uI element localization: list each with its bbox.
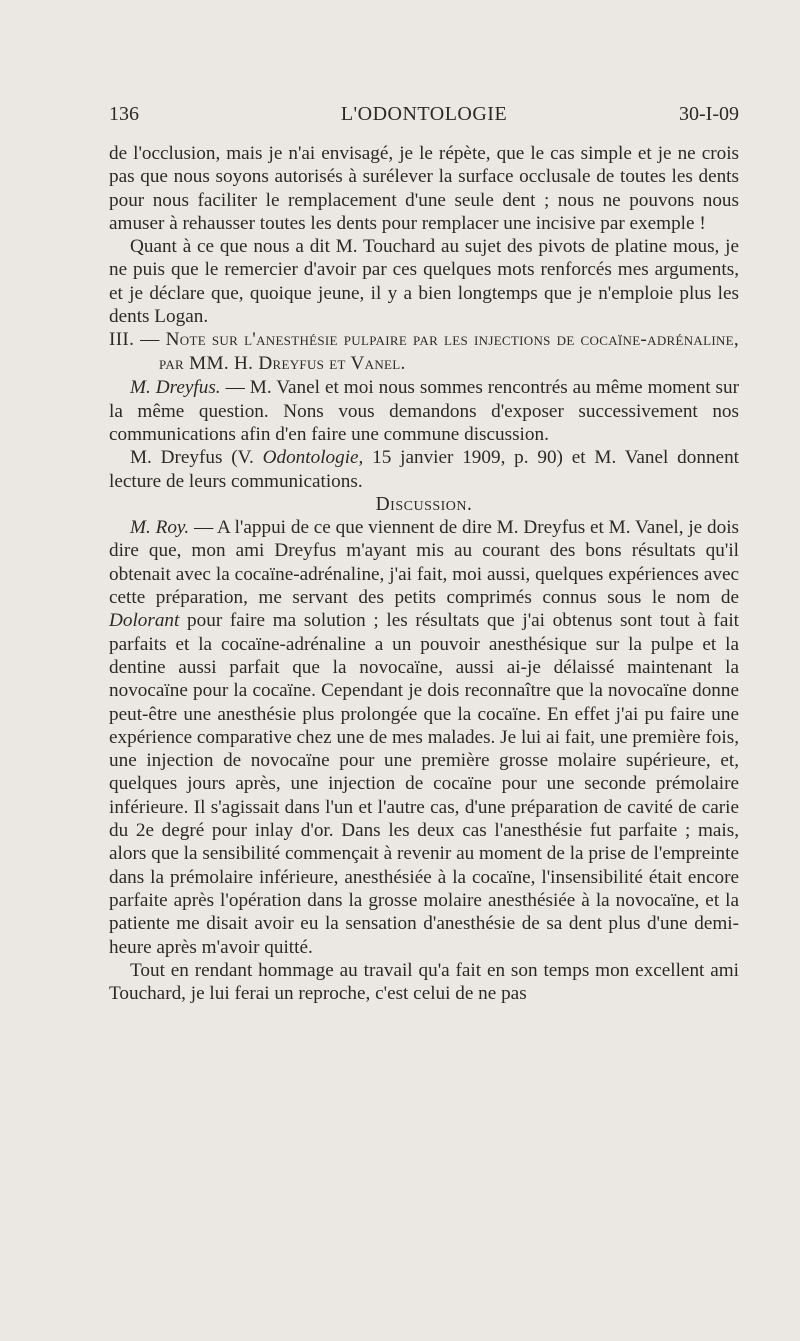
paragraph-hommage: Tout en rendant hommage au travail qu'a fait en son temps mon excellent ami Touchard, je lui ferai un reproche, c'est celui de ne pas (109, 959, 739, 1005)
journal-title: L'ODONTOLOGIE (340, 103, 508, 125)
text-run: M. Dreyfus (V. (130, 447, 263, 469)
paragraph-dreyfus (109, 376, 739, 446)
paragraph-roy (109, 516, 739, 959)
section-heading: III. — Note sur l'anesthésie pulpaire par les injections de cocaïne-adrénaline, par MM. H. Dreyfus et Vanel. (109, 329, 739, 375)
running-header (109, 103, 739, 131)
paragraph-touchard: Quant à ce que nous a dit M. Touchard au sujet des pivots de platine mous, je ne puis que le remercier d'avoir par ces quelques mots renforcés mes arguments, et je déclare que, quoique jeune, il y a bien longtemps que je n'emploie plus les dents Logan. (109, 236, 739, 328)
page-body (109, 142, 739, 1005)
speaker-name: M. Roy. (130, 517, 190, 539)
speech-text: pour faire ma solution ; les résultats que j'ai obtenus sont tout à fait parfaits et la cocaïne-adrénaline a un pouvoir anesthésique sur la pulpe et la dentine aussi parfait que la novocaïne, aussi ai-je délaissé maintenant la novocaïne pour la cocaïne. Cependant je dois reconnaître que la novocaïne donne peut-être une anesthésie plus prolongée que la cocaïne. En effet j'ai pu faire une expérience comparative chez une de mes malades. Je lui ai fait, une première fois, une injection de novocaïne pour une première grosse molaire supérieure, et, quelques jours après, une injection de cocaïne pour une seconde prémolaire inférieure. Il s'agissait dans l'un et l'autre cas, d'une préparation de cavité de carie du 2e degré pour inlay d'or. Dans les deux cas l'anesthésie fut parfaite ; mais, alors que la sensibilité commençait à revenir au moment de la prise de l'empreinte dans la prémolaire inférieure, anesthésiée à la cocaïne, l'insensibilité était encore parfaite après l'opération dans la grosse molaire anesthésiée à la novocaïne, et la patiente me disait avoir eu la sensation d'anesthésie de sa dent plus d'une demi-heure après m'avoir quitté. (109, 610, 739, 958)
speech-text: — M. Vanel et moi nous sommes rencontrés au même moment sur la même question. Nons vous demandons d'exposer successivement nos communications afin d'en faire une commune discussion. (109, 377, 739, 445)
speaker-name: M. Dreyfus. (130, 377, 221, 399)
paragraph-communications (109, 446, 739, 493)
page-number: 136 (109, 103, 139, 125)
product-name: Dolorant (109, 610, 180, 632)
discussion-heading: Discussion. (375, 493, 473, 515)
journal-reference: Odontologie, (262, 447, 364, 469)
issue-date: 30-I-09 (679, 103, 739, 125)
text-run: 15 janvier 1909, p. 90) et M. Vanel donnent lecture de leurs communications. (109, 447, 739, 492)
paragraph-continuation: de l'occlusion, mais je n'ai envisagé, je le répète, que le cas simple et je ne crois pas que nous soyons autorisés à surélever la surface occlusale de toutes les dents pour nous faciliter le remplacement d'une seule dent ; nous ne pouvons nous amuser à rehausser toutes les dents pour remplacer une incisive par exemple ! (109, 143, 739, 234)
speech-text: — A l'appui de ce que viennent de dire M. Dreyfus et M. Vanel, je dois dire que, mon ami Dreyfus m'ayant mis au courant des bons résultats qu'il obtenait avec la cocaïne-adrénaline, j'ai fait, moi aussi, quelques expériences avec cette préparation, me servant des petits comprimés connus sous le nom de (109, 517, 739, 609)
